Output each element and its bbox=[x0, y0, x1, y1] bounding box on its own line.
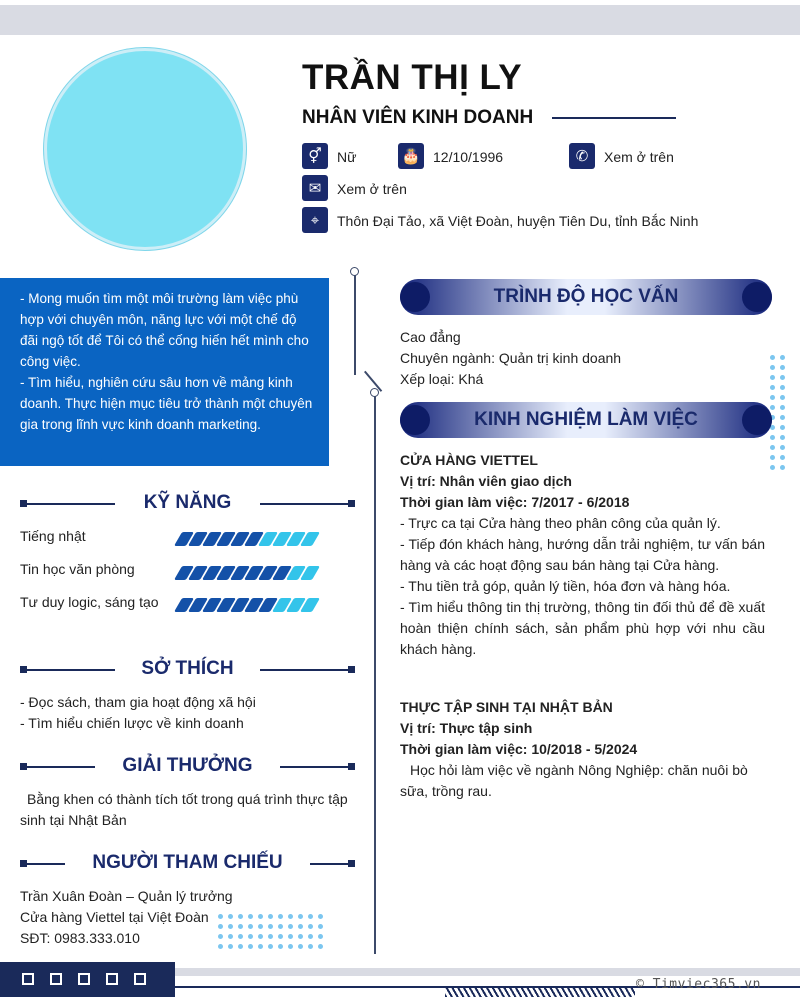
job-period: Thời gian làm việc: 7/2017 - 6/2018 bbox=[400, 494, 630, 510]
experience-heading bbox=[400, 402, 772, 438]
phone-value: Xem ở trên bbox=[604, 149, 674, 165]
avatar bbox=[44, 48, 246, 250]
job-description: - Trực ca tại Cửa hàng theo phân công của quản lý. - Tiếp đón khách hàng, hướng dẫn trải nghiệm, tư vấn bán hàng và các hoạt động sau bán hàng tại Cửa hàng. - Thu tiền trả góp, quản lý tiền, hóa đơn và hàng hóa. - Tìm hiểu thông tin thị trường, thông tin đối thủ để đề xuất hoàn thiện chính sách, sản phẩm phù hợp với nhu cầu khách hàng. bbox=[400, 515, 765, 657]
skill-name: Tiếng nhật bbox=[20, 528, 86, 544]
timeline-line-lower bbox=[374, 394, 376, 954]
experience-heading-text: KINH NGHIỆM LÀM VIỆC bbox=[474, 409, 698, 430]
skill-name: Tư duy logic, sáng tạo bbox=[20, 594, 159, 610]
address-value: Thôn Đại Tảo, xã Việt Đoàn, huyện Tiên Du, tỉnh Bắc Ninh bbox=[337, 213, 699, 229]
birthday-value: 12/10/1996 bbox=[433, 149, 504, 165]
footer-square bbox=[22, 973, 34, 985]
hobbies-heading-text: SỞ THÍCH bbox=[141, 658, 234, 679]
footer-square bbox=[78, 973, 90, 985]
hobbies-heading bbox=[20, 658, 355, 682]
hobby-line: - Đọc sách, tham gia hoạt động xã hội bbox=[20, 694, 256, 710]
job-position: Vị trí: Thực tập sinh bbox=[400, 720, 533, 736]
dot-pattern-right bbox=[770, 355, 785, 470]
skill-name: Tin học văn phòng bbox=[20, 561, 135, 577]
education-major: Chuyên ngành: Quản trị kinh doanh bbox=[400, 350, 622, 366]
award-text: Bằng khen có thành tích tốt trong quá trình thực tập sinh tại Nhật Bản bbox=[20, 791, 348, 828]
job-company: CỬA HÀNG VIETTEL bbox=[400, 452, 538, 468]
footer-band bbox=[150, 968, 800, 976]
cake-icon: 🎂 bbox=[398, 143, 424, 169]
timeline-node-middle bbox=[370, 388, 379, 397]
job-position: Vị trí: Nhân viên giao dịch bbox=[400, 473, 572, 489]
skill-bar bbox=[178, 532, 316, 546]
reference-line: Cửa hàng Viettel tại Việt Đoàn bbox=[20, 909, 209, 925]
timeline-node-top bbox=[350, 267, 359, 276]
timeline-line-upper bbox=[354, 275, 356, 375]
watermark: © Timviec365.vn bbox=[636, 977, 761, 992]
education-level: Cao đẳng bbox=[400, 329, 461, 345]
envelope-icon: ✉ bbox=[302, 175, 328, 201]
candidate-name: TRẦN THỊ LY bbox=[302, 58, 523, 97]
reference-line: SĐT: 0983.333.010 bbox=[20, 930, 140, 946]
footer-hatch bbox=[445, 988, 635, 997]
education-grade: Xếp loại: Khá bbox=[400, 371, 484, 387]
phone-icon: ✆ bbox=[569, 143, 595, 169]
awards-heading bbox=[20, 755, 355, 779]
skills-heading bbox=[20, 492, 355, 516]
job-company: THỰC TẬP SINH TẠI NHẬT BẢN bbox=[400, 699, 613, 715]
map-pin-icon: ⌖ bbox=[302, 207, 328, 233]
references-heading bbox=[20, 852, 355, 876]
objective-text: - Mong muốn tìm một môi trường làm việc phù hợp với chuyên môn, năng lực với một chế độ đãi ngộ tốt để Tôi có thể cống hiến hết mình cho công việc. - Tìm hiểu, nghiên cứu sâu hơn về mảng kinh doanh. Thực hiện mục tiêu trở thành một chuyên gia trong lĩnh vực kinh doanh marketing. bbox=[20, 291, 313, 432]
skill-bar bbox=[178, 598, 316, 612]
reference-line: Trần Xuân Đoàn – Quản lý trưởng bbox=[20, 888, 233, 904]
skill-bar bbox=[178, 566, 316, 580]
job-description: Học hỏi làm việc về ngành Nông Nghiệp: chăn nuôi bò sữa, trồng rau. bbox=[400, 762, 748, 799]
references-heading-text: NGƯỜI THAM CHIẾU bbox=[92, 852, 283, 873]
job-period: Thời gian làm việc: 10/2018 - 5/2024 bbox=[400, 741, 638, 757]
job-title: NHÂN VIÊN KINH DOANH bbox=[302, 107, 534, 128]
career-objective bbox=[0, 278, 329, 466]
email-value: Xem ở trên bbox=[337, 181, 407, 197]
footer-square bbox=[50, 973, 62, 985]
skills-heading-text: KỸ NĂNG bbox=[143, 492, 232, 513]
title-divider bbox=[552, 117, 676, 119]
dot-pattern-bottom bbox=[218, 914, 323, 949]
gender-value: Nữ bbox=[337, 149, 357, 165]
awards-heading-text: GIẢI THƯỞNG bbox=[122, 755, 253, 776]
footer-square bbox=[134, 973, 146, 985]
top-band bbox=[0, 5, 800, 35]
education-heading bbox=[400, 279, 772, 315]
education-heading-text: TRÌNH ĐỘ HỌC VẤN bbox=[493, 286, 679, 307]
gender-icon: ⚥ bbox=[302, 143, 328, 169]
hobby-line: - Tìm hiểu chiến lược về kinh doanh bbox=[20, 715, 244, 731]
footer-square bbox=[106, 973, 118, 985]
